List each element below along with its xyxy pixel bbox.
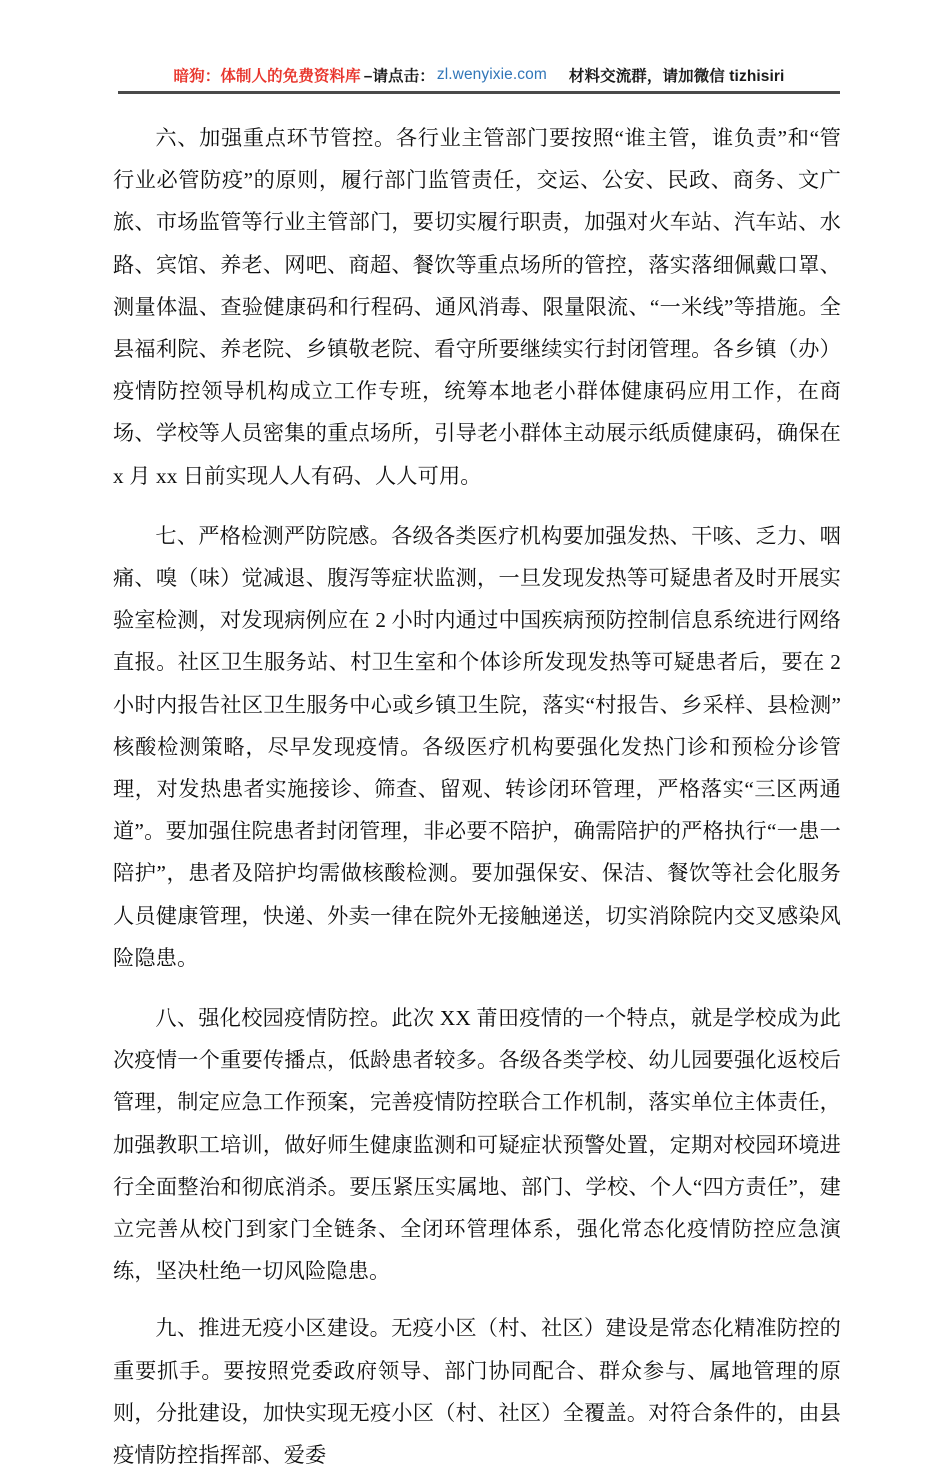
paragraph-spacer xyxy=(113,497,841,515)
paragraph-spacer xyxy=(113,979,841,997)
banner-site-label: 暗狗：体制人的免费资料库 xyxy=(173,68,361,85)
paragraph-section-nine: 九、推进无疫小区建设。无疫小区（村、社区）建设是常态化精准防控的重要抓手。要按照党委政府领导、部门协同配合、群众参与、属地管理的原则，分批建设，加快实现无疫小区（村、社区）全覆盖。对符合条件的，由县疫情防控指挥部、爱委 xyxy=(113,1316,841,1468)
document-body xyxy=(113,117,841,1476)
banner-click-label: –请点击： xyxy=(363,68,435,85)
header-divider-rule xyxy=(118,91,840,94)
paragraph-spacer xyxy=(113,1292,841,1307)
paragraph-section-eight: 八、强化校园疫情防控。此次 XX 莆田疫情的一个特点，就是学校成为此次疫情一个重要传播点，低龄患者较多。各级各类学校、幼儿园要强化返校后管理，制定应急工作预案，完善疫情防控联合工作机制，落实单位主体责任，加强教职工培训，做好师生健康监测和可疑症状预警处置，定期对校园环境进行全面整治和彻底消杀。要压紧压实属地、部门、学校、个人“四方责任”，建立完善从校门到家门全链条、全闭环管理体系，强化常态化疫情防控应急演练，坚决杜绝一切风险隐患。 xyxy=(113,1006,841,1284)
paragraph-section-seven: 七、严格检测严防院感。各级各类医疗机构要加强发热、干咳、乏力、咽痛、嗅（味）觉减退、腹泻等症状监测，一旦发现发热等可疑患者及时开展实验室检测，对发现病例应在 2 小时内通过中国疾病预防控制信息系统进行网络直报。社区卫生服务站、村卫生室和个体诊所发现发热等可疑患者后，要在 2 小时内报告社区卫生服务中心或乡镇卫生院，落实“村报告、乡采样、县检测”核酸检测策略，尽早发现疫情。各级医疗机构要强化发热门诊和预检分诊管理，对发热患者实施接诊、筛查、留观、转诊闭环管理，严格落实“三区两通道”。要加强住院患者封闭管理，非必要不陪护，确需陪护的严格执行“一患一陪护”，患者及陪护均需做核酸检测。要加强保安、保洁、餐饮等社会化服务人员健康管理，快递、外卖一律在院外无接触递送，切实消除院内交叉感染风险隐患。 xyxy=(113,523,841,970)
banner-url-link[interactable]: zl.wenyixie.com xyxy=(436,66,547,83)
paragraph-section-six: 六、加强重点环节管控。各行业主管部门要按照“谁主管，谁负责”和“管行业必管防疫”的原则，履行部门监管责任，交运、公安、民政、商务、文广旅、市场监管等行业主管部门，要切实履行职责，加强对火车站、汽车站、水路、宾馆、养老、网吧、商超、餐饮等重点场所的管控，落实落细佩戴口罩、测量体温、查验健康码和行程码、通风消毒、限量限流、“一米线”等措施。全县福利院、养老院、乡镇敬老院、看守所要继续实行封闭管理。各乡镇（办）疫情防控领导机构成立工作专班，统筹本地老小群体健康码应用工作，在商场、学校等人员密集的重点场所，引导老小群体主动展示纸质健康码，确保在 x 月 xx 日前实现人人有码、人人可用。 xyxy=(113,126,841,488)
promo-banner xyxy=(118,60,840,90)
banner-wechat-label: 材料交流群，请加微信 tizhisiri xyxy=(568,68,785,85)
